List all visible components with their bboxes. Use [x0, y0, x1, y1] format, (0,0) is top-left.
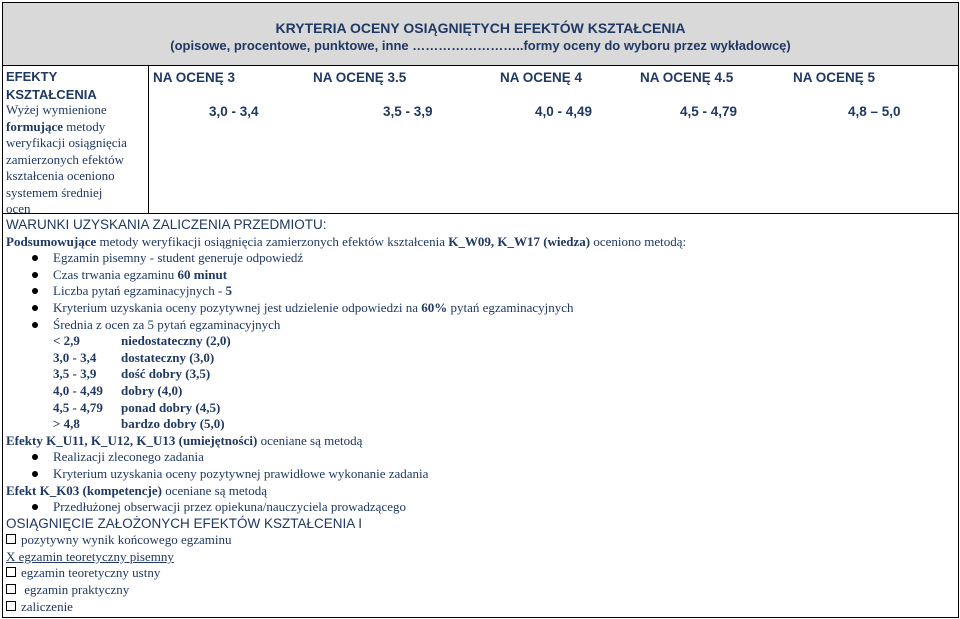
- grade-column-header: NA OCENĘ 4: [500, 70, 583, 85]
- effects-description-line: weryfikacji osiągnięcia: [6, 135, 127, 150]
- grid-line: [148, 65, 149, 213]
- grade-scale-range: 3,5 - 3,9: [53, 366, 97, 382]
- grade-range: 4,5 - 4,79: [680, 104, 738, 119]
- grade-scale-row: [6, 366, 951, 383]
- summary-line: [6, 234, 951, 251]
- list-item-text: Średnia z ocen za 5 pytań egzaminacyjnych: [53, 316, 281, 332]
- conditions-heading: WARUNKI UZYSKANIA ZALICZENIA PRZEDMIOTU:: [6, 217, 327, 232]
- checkbox-icon[interactable]: [6, 601, 16, 611]
- grade-scale-row: [6, 416, 951, 433]
- list-item-text: Egzamin pisemny - student generuje odpowiedź: [53, 250, 304, 266]
- list-item: [6, 283, 951, 300]
- list-item-text: Kryterium uzyskania oceny pozytywnej jest udzielenie odpowiedzi na: [53, 299, 422, 315]
- grade-scale-row: [6, 383, 951, 400]
- grade-column-header: NA OCENĘ 3: [153, 70, 236, 85]
- grid-line: [958, 2, 959, 617]
- list-item-bold: 60%: [421, 299, 448, 315]
- page-subtitle: (opisowe, procentowe, punktowe, inne ……………………..formy oceny do wyboru przez wykładowcę): [170, 38, 791, 53]
- grade-range: 3,0 - 3,4: [209, 104, 259, 119]
- skills-line: [6, 433, 951, 450]
- list-item: [6, 449, 951, 466]
- list-item: [6, 499, 951, 516]
- formative-label: formujące: [6, 118, 64, 134]
- list-item-text: Czas trwania egzaminu: [53, 266, 178, 282]
- skills-codes: Efekty K_U11, K_U12, K_U13 (umiejętności): [6, 432, 258, 448]
- achievement-option-label: zaliczenie: [21, 598, 73, 614]
- achievement-option-label: pozytywny wynik końcowego egzaminu: [21, 532, 232, 548]
- list-item: [6, 267, 951, 284]
- grade-scale-row: [6, 400, 951, 417]
- effects-heading-line: KSZTAŁCENIA: [6, 87, 97, 102]
- checkbox-icon[interactable]: [6, 534, 16, 544]
- effects-description-line: [6, 119, 146, 136]
- skills-text: oceniane są metodą: [257, 432, 363, 448]
- grade-scale-label: bardzo dobry (5,0): [121, 416, 225, 432]
- effects-description-line: Wyżej wymienione: [6, 102, 107, 117]
- grade-scale-row: [6, 333, 951, 350]
- achievement-option: [6, 565, 951, 582]
- checkbox-icon[interactable]: [6, 584, 16, 594]
- grade-scale-label: ponad dobry (4,5): [121, 399, 221, 415]
- grade-column-header: NA OCENĘ 5: [793, 70, 876, 85]
- list-item: [6, 250, 951, 267]
- achievement-option: [6, 532, 951, 549]
- achievement-option-label: egzamin teoretyczny ustny: [21, 565, 161, 581]
- grade-scale-label: dostateczny (3,0): [121, 349, 215, 365]
- achievement-option: [6, 582, 951, 599]
- grid-line: [2, 617, 959, 618]
- grade-scale-label: dobry (4,0): [121, 382, 183, 398]
- page-title: KRYTERIA OCENY OSIĄGNIĘTYCH EFEKTÓW KSZTAŁCENIA: [275, 20, 686, 36]
- competence-codes: Efekt K_K03 (kompetencje): [6, 482, 162, 498]
- checked-marker[interactable]: X: [6, 548, 16, 564]
- effects-description-line: systemem średniej: [6, 184, 103, 200]
- achievement-heading: OSIĄGNIĘCIE ZAŁOŻONYCH EFEKTÓW KSZTAŁCENIA I: [6, 515, 363, 531]
- grade-scale-label: dość dobry (3,5): [121, 366, 211, 382]
- effects-description-line: ocen: [6, 201, 31, 216]
- grade-column-header: NA OCENĘ 3.5: [313, 70, 407, 85]
- list-item-text: Kryterium uzyskania oceny pozytywnej prawidłowe wykonanie zadania: [53, 465, 429, 481]
- summary-bold: Podsumowujące: [6, 233, 97, 249]
- list-item-text: pytań egzaminacyjnych: [447, 299, 574, 315]
- achievement-option: [6, 599, 951, 616]
- grid-line: [2, 65, 3, 617]
- list-item-bold: 60 minut: [177, 266, 228, 282]
- list-item-text: Realizacji zleconego zadania: [53, 449, 204, 465]
- achievement-option-label: egzamin praktyczny: [21, 582, 130, 598]
- achievement-option: [6, 549, 951, 566]
- grade-range: 3,5 - 3,9: [383, 104, 433, 119]
- effects-description-text: metody: [63, 118, 106, 134]
- summary-codes: K_W09, K_W17 (wiedza): [448, 233, 591, 249]
- conditions-section: [6, 217, 951, 615]
- checkbox-icon[interactable]: [6, 567, 16, 577]
- list-item: [6, 317, 951, 334]
- grade-scale-range: < 2,9: [53, 333, 80, 349]
- grade-range: 4,8 – 5,0: [848, 104, 901, 119]
- summary-text: oceniono metodą:: [590, 233, 687, 249]
- list-item-bold: 5: [225, 283, 233, 299]
- effects-description: [6, 102, 146, 218]
- grid-line: [2, 65, 959, 66]
- competence-line: [6, 483, 951, 500]
- grade-scale-label: niedostateczny (2,0): [121, 333, 231, 349]
- grade-scale-range: 4,0 - 4,49: [53, 382, 103, 398]
- grade-column-header: NA OCENĘ 4.5: [640, 70, 734, 85]
- list-item: [6, 466, 951, 483]
- effects-description-line: zamierzonych efektów: [6, 151, 125, 167]
- grade-scale-row: [6, 350, 951, 367]
- achievement-option-label: egzamin teoretyczny pisemny: [18, 548, 174, 564]
- list-item-text: Liczba pytań egzaminacyjnych -: [53, 283, 226, 299]
- grade-scale-range: 3,0 - 3,4: [53, 349, 97, 365]
- grade-range: 4,0 - 4,49: [535, 104, 593, 119]
- grade-scale-range: 4,5 - 4,79: [53, 399, 103, 415]
- effects-heading-line: EFEKTY: [6, 69, 58, 84]
- header-band: [2, 2, 959, 66]
- effects-description-line: kształcenia oceniono: [6, 168, 115, 183]
- competence-text: oceniane są metodą: [161, 482, 268, 498]
- list-item-text: Przedłużonej obserwacji przez opiekuna/nauczyciela prowadzącego: [53, 499, 406, 515]
- list-item: [6, 300, 951, 317]
- summary-text: metody weryfikacji osiągnięcia zamierzonych efektów kształcenia: [96, 233, 449, 249]
- grade-scale-range: > 4,8: [53, 416, 80, 432]
- effects-heading: [6, 68, 146, 104]
